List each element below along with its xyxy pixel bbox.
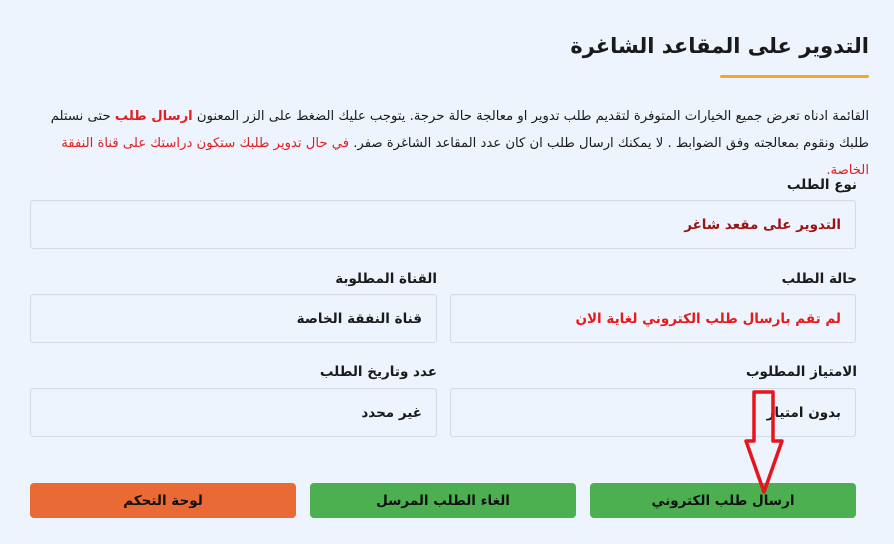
dashboard-button[interactable]: لوحة التحكم [30, 483, 296, 518]
intro-text: القائمة ادناه تعرض جميع الخيارات المتوفرة لتقديم طلب تدوير او معالجة حالة حرجة. يتوجب عليك الضغط على الزر المعنون [192, 109, 869, 124]
intro-highlight-submit: ارسال طلب [114, 109, 193, 124]
requested-channel-field: قناة النفقة الخاصة [30, 294, 437, 343]
requested-privilege-label: الامتياز المطلوب [745, 364, 857, 380]
request-status-field: لم تقم بارسال طلب الكتروني لغاية الان [450, 294, 856, 343]
intro-text-cont: حتى نستلم طلبك ونقوم بمعالجته وفق الضوابط . لا يمكنك ارسال طلب ان كان عدد المقاعد الشاغرة صفر. [50, 109, 869, 151]
request-status-label: حالة الطلب [781, 271, 857, 287]
page-title: التدوير على المقاعد الشاغرة [570, 34, 869, 58]
request-number-date-label: عدد وتاريخ الطلب [319, 364, 437, 380]
requested-channel-label: القناة المطلوبة [335, 271, 437, 287]
intro-warning: في حال تدوير طلبك ستكون دراستك على قناة النفقة الخاصة. [61, 136, 869, 178]
request-number-date-field: غير محدد [30, 388, 437, 437]
title-underline [720, 75, 869, 78]
request-type-field: التدوير على مقعد شاغر [30, 200, 856, 249]
intro-paragraph [19, 103, 869, 184]
requested-privilege-field: بدون امتياز [450, 388, 856, 437]
cancel-sent-request-button[interactable]: الغاء الطلب المرسل [310, 483, 576, 518]
submit-electronic-request-button[interactable]: ارسال طلب الكتروني [590, 483, 856, 518]
request-type-label: نوع الطلب [786, 177, 857, 193]
